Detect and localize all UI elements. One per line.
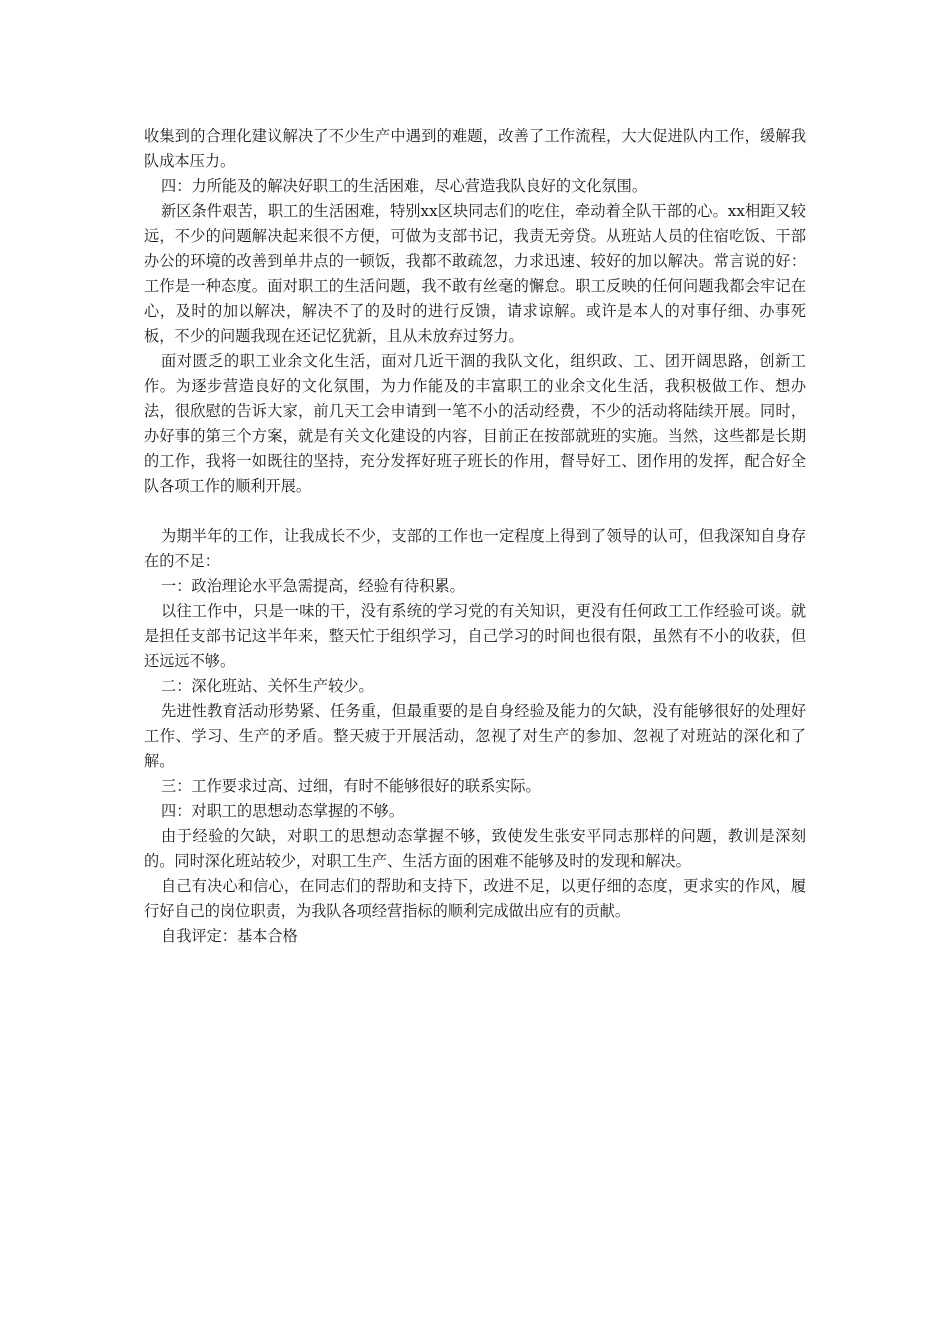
paragraph-continuation: 收集到的合理化建议解决了不少生产中遇到的难题，改善了工作流程，大大促进队内工作，缓解我队成本压力。 xyxy=(144,127,806,170)
paragraph-shortcoming-four: 由于经验的欠缺，对职工的思想动态掌握不够，致使发生张安平同志那样的问题，教训是深刻的。同时深化班站较少，对职工生产、生活方面的困难不能够及时的发现和解决。 xyxy=(144,827,806,870)
shortcoming-heading-four: 四：对职工的思想动态掌握的不够。 xyxy=(161,802,404,820)
paragraph-culture: 面对匮乏的职工业余文化生活，面对几近干涸的我队文化，组织政、工、团开阔思路，创新工作。为逐步营造良好的文化氛围，为力作能及的丰富职工的业余文化生活，我积极做工作、想办法，很欣慰的告诉大家，前几天工会申请到一笔不小的活动经费，不少的活动将陆续开展。同时，办好事的第三个方案，就是有关文化建设的内容，目前正在按部就班的实施。当然，这些都是长期的工作，我将一如既往的坚持，充分发挥好班子班长的作用，督导好工、团作用的发挥，配合好全队各项工作的顺利开展。 xyxy=(144,352,806,495)
paragraph-shortcoming-one: 以往工作中，只是一味的干，没有系统的学习党的有关知识，更没有任何政工工作经验可谈。就是担任支部书记这半年来，整天忙于组织学习，自己学习的时间也很有限，虽然有不小的收获，但还远远不够。 xyxy=(144,602,806,670)
document-page xyxy=(144,124,806,949)
paragraph-resolution: 自己有决心和信心，在同志们的帮助和支持下，改进不足，以更仔细的态度，更求实的作风，履行好自己的岗位职责，为我队各项经营指标的顺利完成做出应有的贡献。 xyxy=(144,877,806,920)
paragraph-spacer xyxy=(144,499,806,524)
shortcoming-heading-three: 三：工作要求过高、过细，有时不能够很好的联系实际。 xyxy=(161,777,541,795)
paragraph-shortcomings-intro: 为期半年的工作，让我成长不少，支部的工作也一定程度上得到了领导的认可，但我深知自身存在的不足： xyxy=(144,527,806,570)
section-heading-four: 四：力所能及的解决好职工的生活困难，尽心营造我队良好的文化氛围。 xyxy=(161,177,647,195)
shortcoming-heading-one: 一：政治理论水平急需提高，经验有待积累。 xyxy=(161,577,465,595)
paragraph-shortcoming-two: 先进性教育活动形势紧、任务重，但最重要的是自身经验及能力的欠缺，没有能够很好的处理好工作、学习、生产的矛盾。整天疲于开展活动，忽视了对生产的参加、忽视了对班站的深化和了解。 xyxy=(144,702,806,770)
self-assessment: 自我评定：基本合格 xyxy=(161,927,298,945)
shortcoming-heading-two: 二：深化班站、关怀生产较少。 xyxy=(161,677,374,695)
paragraph-living-conditions: 新区条件艰苦，职工的生活困难，特别xx区块同志们的吃住，牵动着全队干部的心。xx相距又较远，不少的问题解决起来很不方便，可做为支部书记，我责无旁贷。从班站人员的住宿吃饭、干部办公的环境的改善到单井点的一顿饭，我都不敢疏忽，力求迅速、较好的加以解决。常言说的好：工作是一种态度。面对职工的生活问题，我不敢有丝毫的懈怠。职工反映的任何问题我都会牢记在心，及时的加以解决，解决不了的及时的进行反馈，请求谅解。或许是本人的对事仔细、办事死板，不少的问题我现在还记忆犹新，且从未放弃过努力。 xyxy=(144,202,806,345)
